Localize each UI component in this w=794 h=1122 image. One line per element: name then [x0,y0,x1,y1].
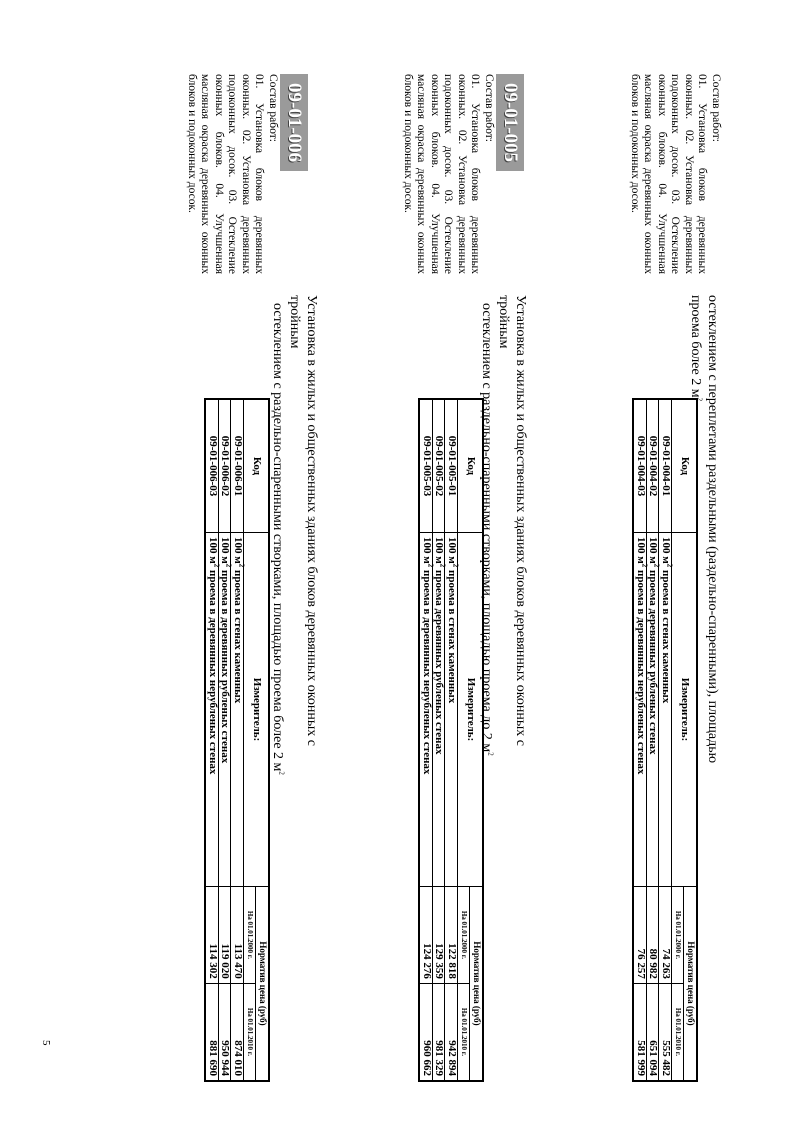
col-code: Код [672,399,698,533]
col-code: Код [244,399,270,533]
row-code: 09-01-004-03 [634,399,647,533]
row-measure: 100 $м^2$ проема деревянных рубленых стенах [433,533,446,887]
table-row [420,399,433,1081]
col-norm: Норматив цена (руб) [256,887,269,1082]
row-price-2000: 74 263 [659,887,672,984]
table-row [219,399,232,1081]
row-code: 09-01-005-01 [445,399,458,533]
col-code: Код [458,399,484,533]
col-2010: На 01.01.2010 г. [672,983,685,1081]
row-code: 09-01-006-03 [206,399,219,533]
section-title-line1: Установка в жилых и общественных зданиях блоков деревянных оконных с тройным [287,295,319,746]
row-code: 09-01-006-01 [231,399,244,533]
row-price-2010: 555 482 [659,983,672,1081]
composition-block [185,74,309,274]
row-measure: 100 $м^2$ проема деревянных рубленых стенах [647,533,660,887]
section-title [269,295,320,785]
row-price-2010: 942 894 [445,983,458,1081]
price-table-09-01-004 [633,398,699,1082]
row-measure: 100 $м^2$ проема в деревянных рубленых стенах [219,533,232,887]
col-2010: На 01.01.2010 г. [458,983,471,1081]
col-measure: Измеритель: [458,533,484,887]
section-code-badge: 09-01-006 [280,74,308,171]
table-row [647,399,660,1081]
col-norm: Норматив цена (руб) [470,887,483,1082]
composition-text: 01. Установка блоков деревянных оконных. 02. Установка деревянных подоконных досок. 03. Остекление оконных блоков. 04. Улучшенная масляная окраска деревянных оконных блоков и подоконных досок. [186,74,266,274]
row-price-2000: 76 257 [634,887,647,984]
composition-text: 01. Установка блоков деревянных оконных. 02. Установка деревянных подоконных досок. 03. Остекление оконных блоков. 04. Улучшенная масляная окраска деревянных оконных блоков и подоконных досок. [629,74,709,274]
col-measure: Измеритель: [244,533,270,887]
table-row [206,399,219,1081]
col-2010: На 01.01.2010 г. [244,983,257,1081]
col-2000: На 01.01.2000 г. [458,887,471,984]
row-price-2010: 950 944 [219,983,232,1081]
table-row [445,399,458,1081]
row-price-2010: 960 662 [420,983,433,1081]
row-price-2010: 581 999 [634,983,647,1081]
row-code: 09-01-004-02 [647,399,660,533]
section-code-badge: 09-01-005 [496,74,524,171]
col-norm: Норматив цена (руб) [684,887,697,1082]
price-table-09-01-005 [419,398,485,1082]
section-title-line2: остеклением с переплетами раздельными (раздельно-спаренными), площадью проема более 2 $м^2$ [688,295,720,764]
row-code: 09-01-005-02 [433,399,446,533]
row-price-2000: 113 470 [231,887,244,984]
row-price-2010: 651 094 [647,983,660,1081]
row-code: 09-01-004-01 [659,399,672,533]
price-table-09-01-006 [205,398,271,1082]
row-price-2010: 874 010 [231,983,244,1081]
row-measure: 100 $м^2$ проема в стенах каменных [231,533,244,887]
section-title-line2: остеклением с раздельно-спаренными створками, площадью проема более 2 $м^2$ [270,303,286,775]
row-price-2000: 119 020 [219,887,232,984]
composition-text: 01. Установка блоков деревянных оконных. 02. Установка деревянных подоконных досок. 03. Остекление оконных блоков. 04. Улучшенная масляная окраска деревянных оконных блоков и подоконных досок. [402,74,482,274]
section-title-line1: Установка в жилых и общественных зданиях блоков деревянных оконных с тройным [496,295,528,746]
row-price-2000: 129 359 [433,887,446,984]
composition-block [628,74,723,274]
section-title-line2: остеклением с раздельно-спаренными створками, площадью проема до 2 $м^2$ [479,303,495,756]
table-row [634,399,647,1081]
table-row [231,399,244,1081]
row-measure: 100 $м^2$ проема в деревянных нерубленых стенах [420,533,433,887]
row-measure: 100 $м^2$ проема в стенах каменных [445,533,458,887]
composition-label: Состав работ: [267,74,279,142]
row-code: 09-01-006-02 [219,399,232,533]
row-measure: 100 $м^2$ проема в деревянных нерубленых стенах [634,533,647,887]
page-number: 5 [40,1040,52,1046]
composition-block [401,74,525,274]
table-row [659,399,672,1081]
composition-label: Состав работ: [710,74,722,142]
section-title [478,295,529,785]
col-2000: На 01.01.2000 г. [672,887,685,984]
row-code: 09-01-005-03 [420,399,433,533]
col-measure: Измеритель: [672,533,698,887]
composition-label: Состав работ: [483,74,495,142]
row-price-2000: 80 982 [647,887,660,984]
row-price-2000: 114 302 [206,887,219,984]
row-measure: 100 $м^2$ проема в стенах каменных [659,533,672,887]
row-price-2000: 124 276 [420,887,433,984]
col-2000: На 01.01.2000 г. [244,887,257,984]
row-price-2010: 881 690 [206,983,219,1081]
row-measure: 100 $м^2$ проема в деревянных нерубленых стенах [206,533,219,887]
row-price-2000: 122 818 [445,887,458,984]
row-price-2010: 981 329 [433,983,446,1081]
table-row [433,399,446,1081]
